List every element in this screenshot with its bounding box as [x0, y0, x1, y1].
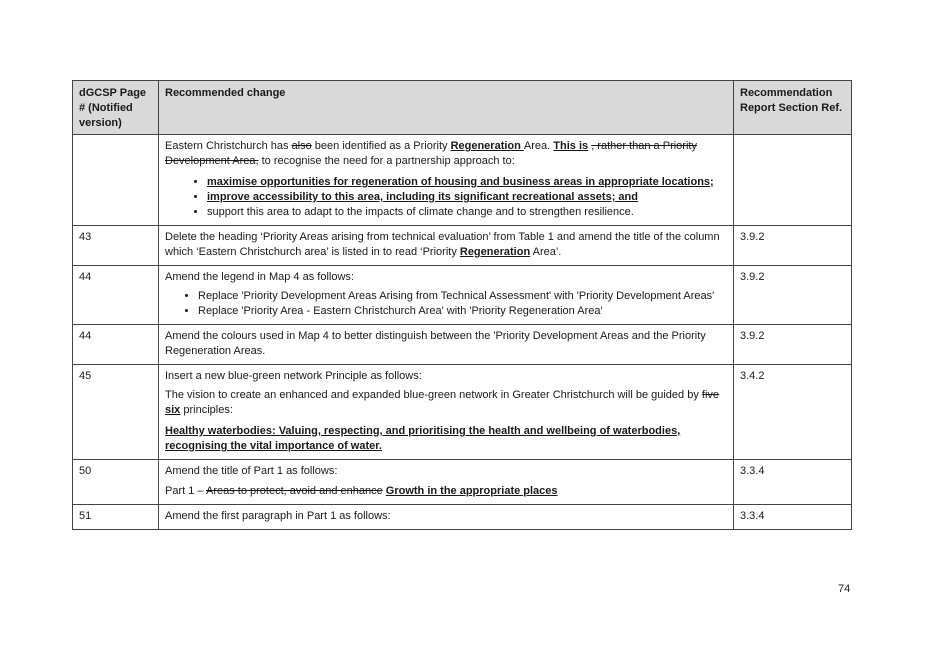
page-cell: 45 — [73, 365, 159, 460]
inserted-text: six — [165, 404, 181, 416]
ref-cell: 3.9.2 — [734, 226, 852, 266]
text-span: Delete the heading ‘Priority Areas arising from technical evaluation’ from Table 1 and amend the title of the column which ‘Eastern Christchurch area’ is listed in to read ‘Priority — [165, 231, 720, 258]
inserted-text: This is — [553, 140, 589, 152]
inserted-text: Regeneration — [450, 140, 524, 152]
page-cell: 44 — [73, 266, 159, 325]
inserted-text: Growth in the appropriate places — [385, 485, 558, 497]
change-cell — [159, 505, 734, 530]
text-span: to recognise the need for a partnership approach to: — [258, 155, 515, 167]
text-span: Part 1 – — [165, 485, 206, 497]
table-row — [73, 266, 852, 325]
ref-cell: 3.3.4 — [734, 460, 852, 505]
ref-cell: 3.9.2 — [734, 266, 852, 325]
change-paragraph: Amend the legend in Map 4 as follows: — [165, 271, 354, 283]
page-cell: 44 — [73, 325, 159, 365]
change-cell — [159, 460, 734, 505]
deleted-text: five — [701, 389, 720, 401]
change-paragraph: Insert a new blue-green network Principle as follows: — [165, 370, 422, 382]
change-paragraph: Amend the first paragraph in Part 1 as follows: — [165, 510, 391, 522]
change-paragraph: Amend the title of Part 1 as follows: — [165, 465, 338, 477]
inserted-text: Regeneration — [459, 246, 531, 258]
text-span: Eastern Christchurch has — [165, 140, 292, 152]
change-paragraph — [165, 139, 727, 169]
list-item: • Replace 'Priority Development Areas Arising from Technical Assessment' with 'Priority Development Areas' — [198, 289, 727, 304]
change-cell — [159, 325, 734, 365]
principle-text: Healthy waterbodies: Valuing, respecting, and prioritising the health and wellbeing of waterbodies, recognising the vital importance of water. — [165, 425, 681, 452]
change-cell — [159, 135, 734, 226]
table-row — [73, 135, 852, 226]
list-item: • improve accessibility to this area, including its significant recreational assets; and — [207, 190, 727, 205]
change-paragraph — [165, 484, 727, 499]
list-item: • maximise opportunities for regeneration of housing and business areas in appropriate locations; — [207, 175, 727, 190]
table-row — [73, 365, 852, 460]
ref-cell: 3.4.2 — [734, 365, 852, 460]
text-span: principles: — [180, 404, 233, 416]
header-page: dGCSP Page # (Notified version) — [73, 81, 159, 135]
table-row — [73, 460, 852, 505]
change-paragraph — [165, 388, 727, 418]
table-row — [73, 226, 852, 266]
text-span: Area’. — [530, 246, 562, 258]
bullet-list — [165, 175, 727, 220]
bullet-list — [165, 289, 727, 319]
ref-cell — [734, 135, 852, 226]
list-item: • Replace 'Priority Area - Eastern Christchurch Area' with 'Priority Regeneration Area' — [198, 304, 727, 319]
text-span: The vision to create an enhanced and expanded blue-green network in Greater Christchurch will be guided by — [165, 389, 702, 401]
text-span: been identified as a Priority — [311, 140, 451, 152]
change-cell — [159, 365, 734, 460]
change-cell — [159, 226, 734, 266]
change-paragraph: Amend the colours used in Map 4 to better distinguish between the 'Priority Development Areas and the Priority Regeneration Areas. — [165, 330, 706, 357]
deleted-text: also — [291, 140, 312, 152]
list-item: • support this area to adapt to the impacts of climate change and to strengthen resilience. — [207, 205, 727, 220]
recommended-changes-table — [72, 80, 852, 530]
table-row — [73, 505, 852, 530]
page-cell — [73, 135, 159, 226]
change-cell — [159, 266, 734, 325]
page-number: 74 — [838, 583, 851, 595]
ref-cell: 3.3.4 — [734, 505, 852, 530]
text-span: Area. — [523, 140, 554, 152]
page-cell: 50 — [73, 460, 159, 505]
change-paragraph — [165, 230, 727, 260]
deleted-text: Areas to protect, avoid and enhance — [205, 485, 383, 497]
header-ref: Recommendation Report Section Ref. — [734, 81, 852, 135]
table-header-row — [73, 81, 852, 135]
table-row — [73, 325, 852, 365]
page-cell: 51 — [73, 505, 159, 530]
deleted-text: , rather than a Priority Development Area, — [165, 140, 697, 167]
page-cell: 43 — [73, 226, 159, 266]
header-change: Recommended change — [159, 81, 734, 135]
ref-cell: 3.9.2 — [734, 325, 852, 365]
